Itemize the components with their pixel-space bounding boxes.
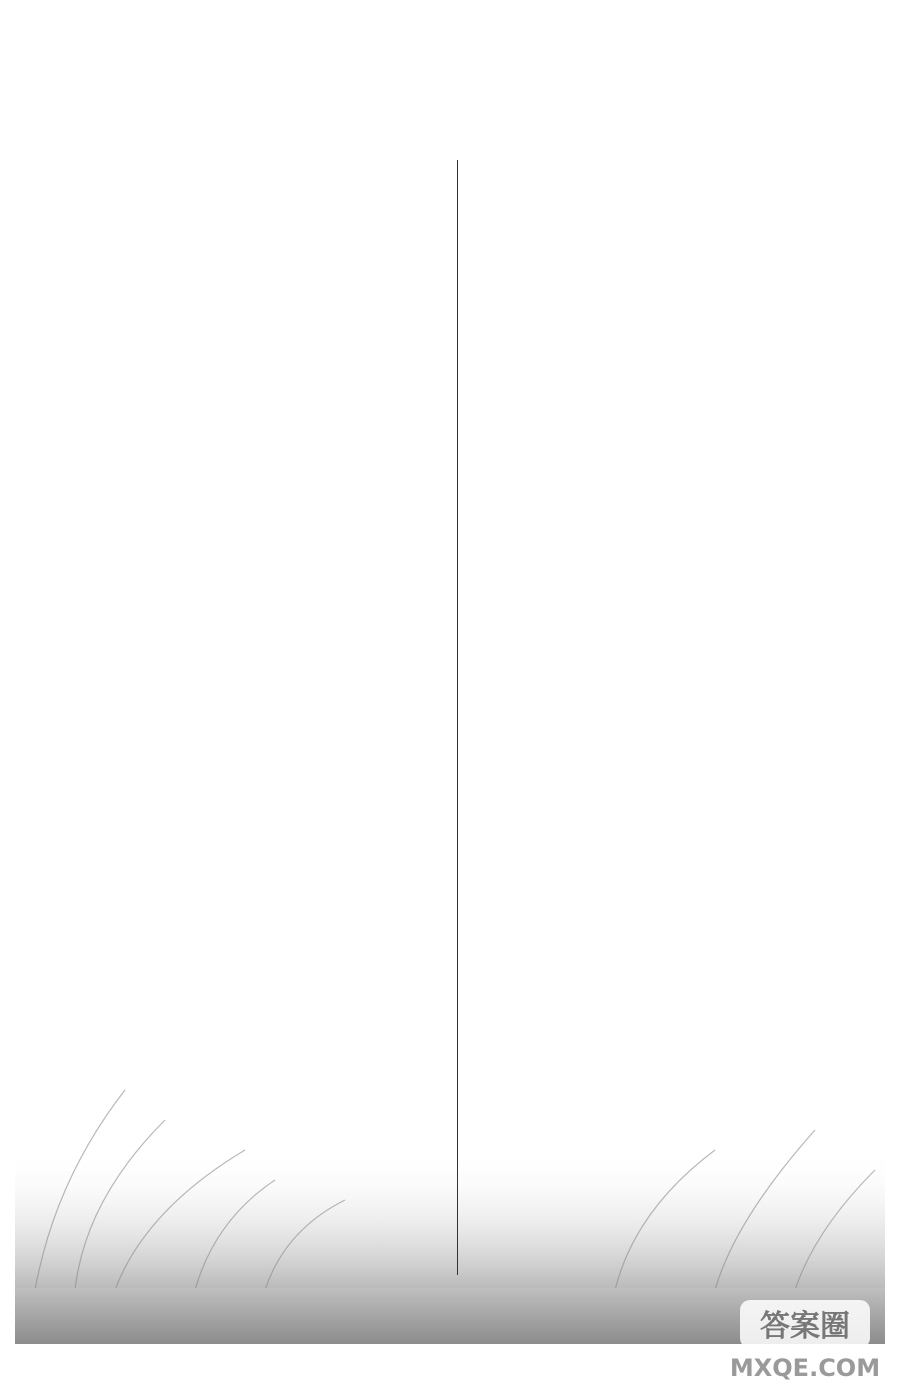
svg-text:MXQE.COM: MXQE.COM bbox=[729, 1354, 881, 1382]
listening-material-label bbox=[88, 217, 443, 238]
section-heading bbox=[88, 155, 443, 189]
review-title bbox=[88, 189, 443, 217]
left-column bbox=[88, 155, 443, 238]
column-divider bbox=[457, 160, 458, 1275]
grass-background-illustration bbox=[15, 1030, 885, 1290]
svg-text:答案圈: 答案圈 bbox=[760, 1309, 850, 1344]
site-logo bbox=[720, 1292, 890, 1387]
